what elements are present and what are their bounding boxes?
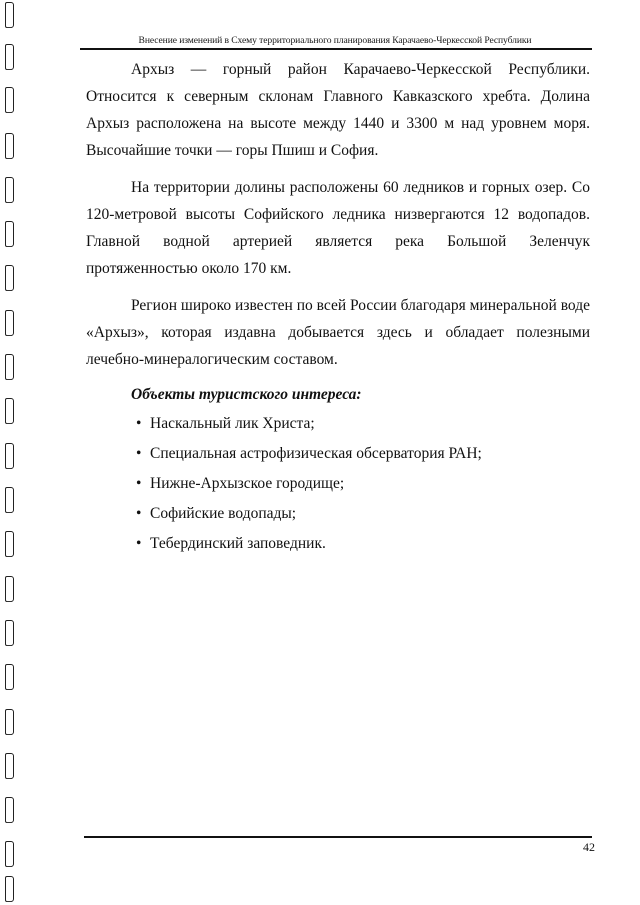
- binding-ring: [5, 841, 14, 867]
- binding-ring: [5, 354, 14, 380]
- binding-ring: [5, 87, 14, 113]
- binding-ring: [5, 443, 14, 469]
- paragraph-glaciers: На территории долины расположены 60 ледников и горных озер. Со 120-метровой высоты Софийского ледника низвергаются 12 водопадов. Главной водной артерией является река Большой Зеленчук протяженностью около 170 км.: [86, 179, 590, 277]
- binding-ring: [5, 310, 14, 336]
- running-header: Внесение изменений в Схему территориального планирования Карачаево-Черкесской Республики: [138, 35, 532, 46]
- paragraph-mineral-water: Регион широко известен по всей России благодаря минеральной воде «Архыз», которая издавна добывается здесь и обладает полезными лечебно-минералогическим составом.: [86, 297, 590, 368]
- binding-ring: [5, 753, 14, 779]
- binding-ring: [5, 709, 14, 735]
- binding-ring: [5, 664, 14, 690]
- binding-ring: [5, 876, 14, 902]
- binding-ring: [5, 576, 14, 602]
- list-item: • Наскальный лик Христа;: [150, 409, 590, 439]
- binding-ring: [5, 221, 14, 247]
- binding-ring: [5, 133, 14, 159]
- list-item: • Специальная астрофизическая обсерватория РАН;: [150, 439, 590, 469]
- section-heading: Объекты туристского интереса:: [131, 386, 362, 403]
- binding-ring: [5, 177, 14, 203]
- page-number: 42: [583, 840, 595, 854]
- binding-ring: [5, 44, 14, 70]
- binding-ring: [5, 797, 14, 823]
- footer-rule: [84, 836, 592, 838]
- binding-ring: [5, 398, 14, 424]
- binding-ring: [5, 531, 14, 557]
- header-rule: [80, 48, 592, 50]
- binding-ring: [5, 620, 14, 646]
- list-item: • Софийские водопады;: [150, 499, 590, 529]
- paragraph-arkhyz-overview: Архыз — горный район Карачаево-Черкесской Республики. Относится к северным склонам Главного Кавказского хребта. Долина Архыз расположена на высоте между 1440 и 3300 м над уровнем моря. Высочайшие точки — горы Пшиш и София.: [86, 61, 590, 159]
- tourist-objects-list: [86, 409, 590, 559]
- list-item: • Тебердинский заповедник.: [150, 529, 590, 559]
- binding-ring: [5, 265, 14, 291]
- binding-ring: [5, 2, 14, 28]
- spiral-binding: [3, 0, 19, 905]
- page-body: [86, 56, 590, 559]
- binding-ring: [5, 487, 14, 513]
- list-item: • Нижне-Архызское городище;: [150, 469, 590, 499]
